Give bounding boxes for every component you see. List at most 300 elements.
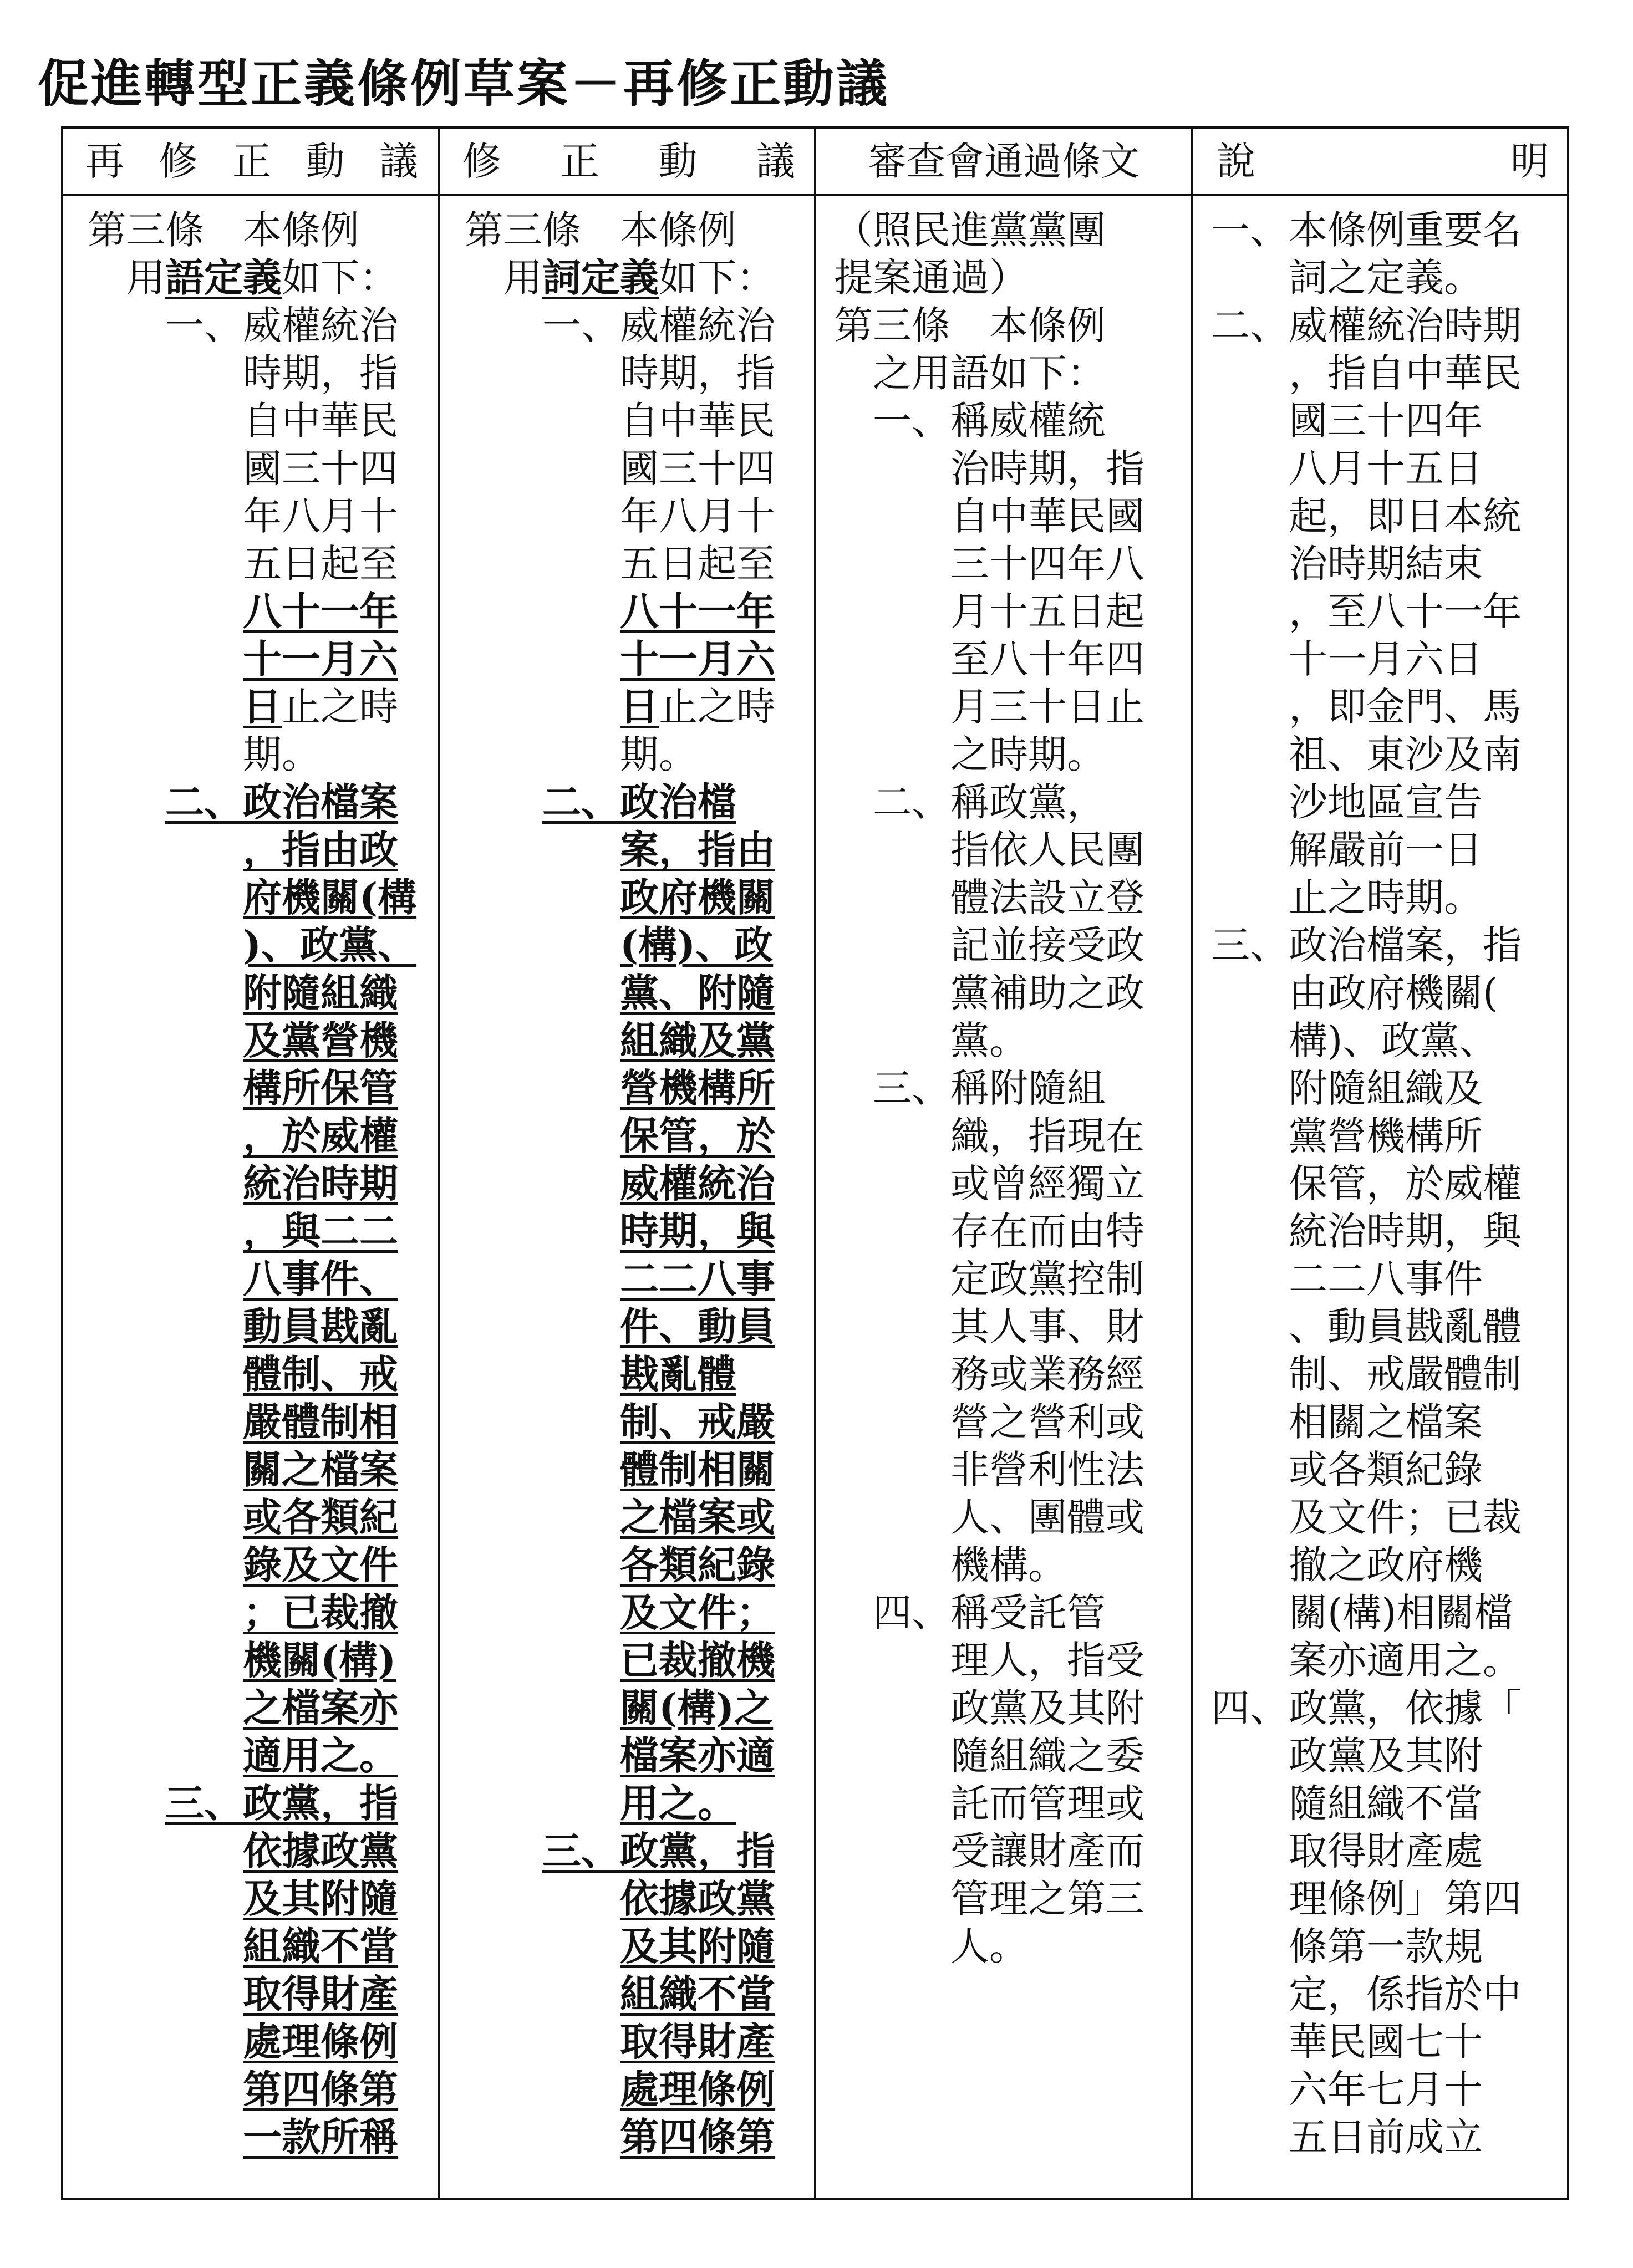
text-segment [465, 923, 620, 968]
text-segment: 治時期，指 [834, 446, 1144, 491]
text-line [834, 397, 1189, 445]
text-segment: 五日起至 [88, 541, 398, 587]
text-line [465, 1255, 813, 1303]
text-line [1211, 1923, 1569, 1970]
amended-text: 附隨組織 [243, 970, 398, 1016]
header-char: 明 [1510, 139, 1549, 184]
text-segment: 三、稱附隨組 [834, 1066, 1106, 1111]
text-segment: 止之時期。 [1211, 875, 1483, 920]
text-line [1211, 874, 1569, 921]
text-line [88, 1160, 437, 1207]
text-line [834, 1350, 1189, 1398]
amended-text: 日 [620, 684, 659, 730]
text-line [834, 1541, 1189, 1589]
text-line [1211, 1398, 1569, 1446]
header-char: 審查會通過條文 [868, 139, 1139, 184]
text-line [465, 778, 813, 826]
text-segment: 國三十四年 [1211, 398, 1483, 444]
text-line [465, 540, 813, 588]
text-line [834, 635, 1189, 683]
text-segment [465, 1590, 620, 1635]
text-segment: 解嚴前一日 [1211, 827, 1483, 873]
text-line [88, 1970, 437, 2018]
amended-text: 八事件、 [243, 1256, 398, 1302]
text-line [465, 1970, 813, 2018]
amended-text: 統治時期 [243, 1160, 398, 1206]
text-segment: 保管，於威權 [1211, 1161, 1522, 1206]
text-line [834, 540, 1189, 588]
text-segment [465, 684, 620, 730]
text-segment: 其人事、財 [834, 1304, 1144, 1349]
text-line [834, 1207, 1189, 1255]
text-segment [88, 1542, 243, 1588]
text-segment [465, 2114, 620, 2160]
text-line [834, 1494, 1189, 1541]
text-segment: ，至八十一年 [1211, 589, 1522, 634]
text-line [465, 1541, 813, 1589]
amended-text: 制、戒嚴 [620, 1399, 775, 1445]
text-segment: 一、本條例重要名 [1211, 207, 1522, 253]
text-segment: 三、政治檔案，指 [1211, 923, 1522, 968]
text-line [88, 1780, 437, 1827]
text-segment: 體法設立登 [834, 875, 1144, 920]
text-segment [88, 1209, 243, 1254]
text-line [465, 1827, 813, 1875]
text-line [465, 1160, 813, 1207]
amended-text: 適用之。 [243, 1732, 398, 1778]
text-line [1211, 1207, 1569, 1255]
text-segment: 止之時 [282, 684, 398, 730]
text-line [1211, 683, 1569, 731]
amended-text: 機關(構) [243, 1637, 396, 1683]
amended-text: 語定義 [165, 254, 282, 300]
amended-text: 依據政黨 [243, 1828, 398, 1874]
text-line [88, 969, 437, 1017]
text-segment [465, 2019, 620, 2065]
amended-text: (構)、政 [620, 922, 774, 968]
text-line [88, 826, 437, 874]
text-segment [88, 1304, 243, 1349]
text-line [465, 1398, 813, 1446]
header-char: 議 [756, 139, 795, 184]
text-segment: 二、威權統治時期 [1211, 303, 1522, 348]
text-segment: 條第一款規 [1211, 1924, 1483, 1969]
text-line [88, 2018, 437, 2066]
text-line [465, 1923, 813, 1970]
amended-text: 案，指由 [620, 827, 775, 873]
text-segment: 十一月六日 [1211, 636, 1483, 682]
text-line [834, 1112, 1189, 1160]
text-segment: 定政黨控制 [834, 1256, 1144, 1302]
text-line [834, 1303, 1189, 1350]
text-segment: 五日前成立 [1211, 2114, 1483, 2160]
text-line [88, 254, 437, 302]
text-segment [88, 1018, 243, 1063]
text-line [465, 588, 813, 635]
text-line [1211, 921, 1569, 969]
text-segment: 八月十五日 [1211, 446, 1483, 491]
text-line [465, 1017, 813, 1064]
text-line [88, 1827, 437, 1875]
amended-text: 二、政治檔案 [165, 779, 398, 825]
text-line [834, 1637, 1189, 1684]
text-line [834, 874, 1189, 921]
text-line [88, 1875, 437, 1923]
text-line [88, 1350, 437, 1398]
text-segment: 止之時 [659, 684, 775, 730]
text-segment [88, 1399, 243, 1445]
text-line [465, 2018, 813, 2066]
amended-text: 各類紀錄 [620, 1542, 775, 1588]
column-resubmitted-amendment [88, 206, 437, 2161]
text-line [465, 2113, 813, 2161]
text-segment [465, 1352, 620, 1397]
text-line [465, 1446, 813, 1494]
text-segment: 或各類紀錄 [1211, 1447, 1483, 1492]
text-line [465, 397, 813, 445]
text-line [1211, 1827, 1569, 1875]
text-line [834, 1064, 1189, 1112]
text-segment [88, 2067, 243, 2112]
text-segment: 構)、政黨、 [1211, 1018, 1498, 1063]
text-segment: 年八月十 [465, 493, 775, 539]
text-segment [465, 2067, 620, 2112]
text-segment: 提案通過） [834, 255, 1028, 300]
text-line [834, 1589, 1189, 1637]
amended-text: 及其附隨 [620, 1923, 775, 1969]
text-segment: 第三條 本條例 [88, 207, 359, 253]
text-segment: 如下： [659, 255, 775, 300]
text-line [88, 635, 437, 683]
text-segment: 託而管理或 [834, 1781, 1144, 1826]
text-segment [88, 1590, 243, 1635]
text-segment: 指依人民團 [834, 827, 1144, 873]
header-amendment [462, 129, 795, 194]
text-line [465, 302, 813, 349]
amended-text: 嚴體制相 [243, 1399, 398, 1445]
text-segment: 期。 [88, 732, 321, 777]
text-line [1211, 731, 1569, 778]
text-segment: 六年七月十 [1211, 2067, 1483, 2112]
amended-text: )、政黨、 [243, 922, 417, 968]
column-divider [1191, 129, 1193, 2198]
text-segment [88, 1828, 243, 1874]
text-line [88, 1494, 437, 1541]
header-char: 議 [379, 139, 418, 184]
header-explanation [1217, 129, 1549, 194]
text-line [1211, 206, 1569, 254]
text-line [88, 1398, 437, 1446]
text-line [834, 1875, 1189, 1923]
text-line [1211, 302, 1569, 349]
text-segment: 附隨組織及 [1211, 1066, 1483, 1111]
text-segment [465, 1542, 620, 1588]
amended-text: 時期，與 [620, 1208, 775, 1254]
text-segment [465, 875, 620, 920]
text-line [88, 302, 437, 349]
text-segment [465, 1161, 620, 1206]
text-line [1211, 969, 1569, 1017]
amended-text: ，指由政 [243, 827, 398, 873]
text-line [1211, 1350, 1569, 1398]
text-line [1211, 1589, 1569, 1637]
text-segment: 及文件；已裁 [1211, 1495, 1522, 1540]
text-segment [88, 1638, 243, 1683]
amended-text: 之檔案或 [620, 1494, 775, 1540]
column-amendment [465, 206, 813, 2161]
comparison-table [61, 126, 1569, 2200]
text-segment [88, 923, 243, 968]
text-line [1211, 1970, 1569, 2018]
text-segment [465, 1209, 620, 1254]
text-line [88, 874, 437, 921]
amended-text: 關(構)之 [620, 1685, 774, 1731]
text-line [465, 492, 813, 540]
amended-text: 三、政黨，指 [165, 1780, 398, 1826]
amended-text: 三、政黨，指 [542, 1828, 775, 1874]
text-line [88, 1541, 437, 1589]
text-line [88, 1303, 437, 1350]
text-segment [465, 1066, 620, 1111]
text-segment [465, 1971, 620, 2017]
amended-text: 組織不當 [243, 1923, 398, 1969]
amended-text: 已裁撤機 [620, 1637, 775, 1683]
text-line [88, 731, 437, 778]
text-line [465, 1303, 813, 1350]
text-line [88, 1255, 437, 1303]
text-line [88, 1637, 437, 1684]
text-line [88, 349, 437, 397]
text-segment: ，即金門、馬 [1211, 684, 1522, 730]
text-line [834, 1398, 1189, 1446]
text-line [465, 1207, 813, 1255]
text-line [1211, 1637, 1569, 1684]
text-line [834, 588, 1189, 635]
text-line [1211, 1255, 1569, 1303]
text-segment [88, 875, 243, 920]
text-line [834, 445, 1189, 492]
text-line [1211, 2113, 1569, 2161]
text-line [465, 921, 813, 969]
text-line [465, 2066, 813, 2113]
text-line [88, 588, 437, 635]
text-segment: 之時期。 [834, 732, 1106, 777]
text-segment: 華民國七十 [1211, 2019, 1483, 2065]
text-segment: 理人，指受 [834, 1638, 1144, 1683]
amended-text: 動員戡亂 [243, 1303, 398, 1349]
text-segment: 定，係指於中 [1211, 1971, 1522, 2017]
text-segment: 機構。 [834, 1542, 1067, 1588]
text-segment: （照民進黨黨團 [834, 207, 1106, 253]
text-segment: 自中華民國 [834, 493, 1144, 539]
amended-text: ，與二二 [243, 1208, 398, 1254]
text-segment [465, 589, 620, 634]
text-line [465, 1732, 813, 1780]
text-segment: 月三十日止 [834, 684, 1144, 730]
text-line [834, 778, 1189, 826]
text-line [88, 1112, 437, 1160]
text-line [834, 1255, 1189, 1303]
column-explanation [1211, 206, 1569, 2161]
text-line [465, 254, 813, 302]
text-segment: 、動員戡亂體 [1211, 1304, 1522, 1349]
text-segment: 管理之第三 [834, 1876, 1144, 1922]
text-line [88, 1064, 437, 1112]
text-segment [88, 779, 165, 825]
amended-text: 保管，於 [620, 1113, 775, 1159]
text-segment: 治時期結束 [1211, 541, 1483, 587]
text-segment: 記並接受政 [834, 923, 1144, 968]
text-segment [465, 827, 620, 873]
text-segment [88, 1256, 243, 1302]
text-line [834, 349, 1189, 397]
text-line [88, 1589, 437, 1637]
column-divider [814, 129, 816, 2198]
text-segment: ，指自中華民 [1211, 350, 1522, 396]
text-segment: 自中華民 [465, 398, 775, 444]
text-segment: 務或業務經 [834, 1352, 1144, 1397]
text-line [465, 969, 813, 1017]
text-segment [88, 1113, 243, 1159]
text-line [834, 1827, 1189, 1875]
text-segment [465, 1447, 620, 1492]
text-segment: 二二八事件 [1211, 1256, 1483, 1302]
text-segment: 一、威權統治 [88, 303, 398, 348]
text-segment: 期。 [465, 732, 698, 777]
text-line [834, 1017, 1189, 1064]
text-segment [88, 1971, 243, 2017]
text-line [1211, 445, 1569, 492]
text-line [1211, 1732, 1569, 1780]
text-segment: 人。 [834, 1924, 1028, 1969]
text-line [465, 1780, 813, 1827]
text-segment: 黨。 [834, 1018, 1028, 1063]
text-line [88, 921, 437, 969]
text-segment [88, 970, 243, 1016]
text-segment [88, 2114, 243, 2160]
text-segment: 之用語如下： [834, 350, 1106, 396]
amended-text: 錄及文件 [243, 1542, 398, 1588]
text-segment: 相關之檔案 [1211, 1399, 1483, 1445]
text-segment: 隨組織之委 [834, 1733, 1144, 1778]
text-segment: 時期，指 [465, 350, 775, 396]
header-committee-text [817, 129, 1190, 194]
text-line [834, 1160, 1189, 1207]
text-segment: 三十四年八 [834, 541, 1144, 587]
amended-text: 檔案亦適 [620, 1732, 775, 1778]
text-segment [88, 589, 243, 634]
header-char: 動 [306, 139, 345, 184]
text-line [88, 1684, 437, 1732]
amended-text: 及文件； [620, 1589, 775, 1635]
amended-text: 第四條第 [243, 2066, 398, 2112]
text-segment [465, 1304, 620, 1349]
text-segment: 國三十四 [88, 446, 398, 491]
text-line [88, 1923, 437, 1970]
text-line [834, 921, 1189, 969]
text-segment: 受讓財產而 [834, 1828, 1144, 1874]
header-char: 修 [462, 139, 501, 184]
text-line [88, 778, 437, 826]
text-segment [465, 1495, 620, 1540]
amended-text: 處理條例 [243, 2019, 398, 2065]
text-segment: 用 [465, 255, 542, 300]
amended-text: ；已裁撤 [243, 1589, 398, 1635]
text-line [465, 349, 813, 397]
text-segment: 用 [88, 255, 165, 300]
text-segment: 制、戒嚴體制 [1211, 1352, 1522, 1397]
header-char: 再 [85, 139, 124, 184]
amended-text: 政府機關 [620, 874, 775, 920]
text-segment [88, 1685, 243, 1731]
amended-text: 八十一年 [243, 588, 398, 634]
text-line [834, 254, 1189, 302]
text-line [1211, 1541, 1569, 1589]
text-line [1211, 2018, 1569, 2066]
text-line [465, 1112, 813, 1160]
column-committee-text [834, 206, 1189, 1970]
amended-text: 及黨營機 [243, 1017, 398, 1063]
text-segment [88, 1495, 243, 1540]
text-segment: 至八十年四 [834, 636, 1144, 682]
text-segment: 黨營機構所 [1211, 1113, 1483, 1159]
text-line [834, 206, 1189, 254]
text-segment [88, 1352, 243, 1397]
text-segment: 取得財產處 [1211, 1828, 1483, 1874]
text-line [834, 1780, 1189, 1827]
text-line [834, 1446, 1189, 1494]
text-line [834, 1923, 1189, 1970]
text-segment: 非營利性法 [834, 1447, 1144, 1492]
amended-text: 組織及黨 [620, 1017, 775, 1063]
amended-text: 之檔案亦 [243, 1685, 398, 1731]
text-segment: 月十五日起 [834, 589, 1144, 634]
amended-text: 件、動員 [620, 1303, 775, 1349]
amended-text: 府機關(構 [243, 874, 417, 920]
text-segment: 一、稱威權統 [834, 398, 1106, 444]
text-segment: 起，即日本統 [1211, 493, 1522, 539]
text-line [1211, 778, 1569, 826]
text-segment [88, 1066, 243, 1111]
text-line [88, 683, 437, 731]
text-segment: 四、稱受託管 [834, 1590, 1106, 1635]
header-char: 動 [658, 139, 698, 184]
text-line [1211, 397, 1569, 445]
amended-text: 處理條例 [620, 2066, 775, 2112]
amended-text: 二、政治檔 [542, 779, 736, 825]
text-segment: 五日起至 [465, 541, 775, 587]
amended-text: 日 [243, 684, 282, 730]
amended-text: 組織不當 [620, 1971, 775, 2017]
text-segment: 第三條 本條例 [465, 207, 736, 253]
text-segment [465, 1399, 620, 1445]
text-segment: 理條例」第四 [1211, 1876, 1522, 1922]
text-line [1211, 826, 1569, 874]
text-segment: 織，指現在 [834, 1113, 1144, 1159]
text-line [1211, 1780, 1569, 1827]
amended-text: 取得財產 [243, 1971, 398, 2017]
text-line [88, 206, 437, 254]
text-line [465, 1637, 813, 1684]
text-line [88, 445, 437, 492]
amended-text: 一款所稱 [243, 2114, 398, 2160]
header-resubmitted-amendment [85, 129, 418, 194]
text-segment: 或曾經獨立 [834, 1161, 1144, 1206]
text-segment: 祖、東沙及南 [1211, 732, 1522, 777]
text-line [465, 1684, 813, 1732]
text-line [88, 492, 437, 540]
amended-text: 二二八事 [620, 1256, 775, 1302]
